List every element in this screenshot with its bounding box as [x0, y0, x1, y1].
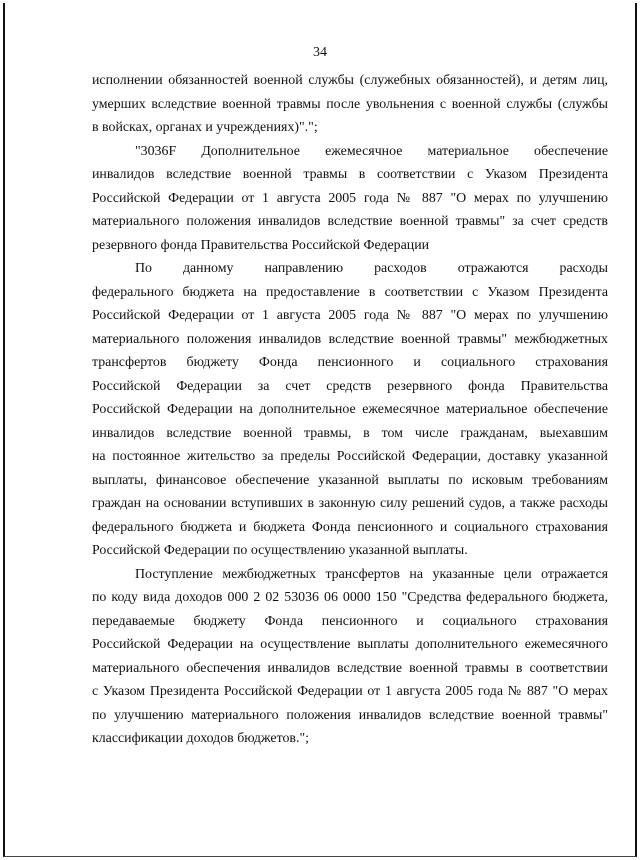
text-line: передаваемые бюджету Фонда пенсионного и социального страхования: [92, 613, 608, 629]
text-line: исполнении обязанностей военной службы (служебных обязанностей), и детям лиц,: [92, 73, 608, 88]
text-line: Российской Федерации на осуществление выплаты дополнительного ежемесячного: [92, 637, 608, 652]
text-line: по улучшению материального положения инвалидов вследствие военной травмы": [92, 707, 608, 723]
text-line: резервного фонда Правительства Российской Федерации: [92, 237, 430, 253]
paragraph-expenses: [92, 257, 608, 563]
text-line: выплаты, финансовое обеспечение указанной выплаты по исковым требованиям: [92, 472, 608, 488]
text-line: классификации доходов бюджетов.";: [92, 731, 309, 746]
text-line: с Указом Президента Российской Федерации от 1 августа 2005 года № 887 "О мерах: [92, 684, 608, 699]
text-line: умерших вследствие военной травмы после увольнения с военной службы (службы: [92, 96, 608, 112]
text-line: Российской Федерации от 1 августа 2005 года № 887 "О мерах по улучшению: [92, 190, 608, 206]
text-line: в войсках, органах и учреждениях)".";: [92, 120, 318, 135]
text-line: Российской Федерации по осуществлению указанной выплаты.: [92, 543, 468, 558]
text-line: на постоянное жительство за пределы Российской Федерации, доставку указанной: [92, 449, 608, 464]
text-line: инвалидов вследствие военной травмы в соответствии с Указом Президента: [92, 167, 608, 182]
text-line: федерального бюджета и бюджета Фонда пенсионного и социального страхования: [92, 519, 608, 535]
text-line: материального обеспечения инвалидов вследствие военной травмы в соответствии: [92, 660, 608, 676]
text-line: Поступление межбюджетных трансфертов на указанные цели отражается: [135, 566, 608, 582]
document-page: [3, 3, 637, 857]
text-line: По данному направлению расходов отражаются расходы: [135, 261, 608, 276]
page-number: 34: [313, 45, 327, 60]
paragraph-3036f-heading: [92, 140, 608, 258]
text-line: материального положения инвалидов вследствие военной травмы" межбюджетных: [92, 331, 608, 347]
text-line: "3036F Дополнительное ежемесячное материальное обеспечение: [135, 143, 608, 159]
text-line: инвалидов вследствие военной травмы, в том числе гражданам, выехавшим: [92, 425, 608, 441]
text-line: Российской Федерации от 1 августа 2005 года № 887 "О мерах по улучшению: [92, 308, 608, 323]
paragraph-continuation: [92, 69, 608, 140]
text-line: граждан на основании вступивших в законную силу решений судов, а также расходы: [92, 496, 608, 511]
text-line: федерального бюджета на предоставление в соответствии с Указом Президента: [92, 284, 608, 300]
text-line: материального положения инвалидов вследствие военной травмы" за счет средств: [92, 214, 608, 229]
paragraph-income: [92, 563, 608, 751]
text-line: Российской Федерации за счет средств резервного фонда Правительства: [92, 378, 608, 394]
document-body: [92, 69, 608, 751]
text-line: по коду вида доходов 000 2 02 53036 06 0000 150 "Средства федерального бюджета,: [92, 590, 608, 605]
text-line: Российской Федерации на дополнительное ежемесячное материальное обеспечение: [92, 402, 608, 417]
text-line: трансфертов бюджету Фонда пенсионного и социального страхования: [92, 355, 608, 370]
